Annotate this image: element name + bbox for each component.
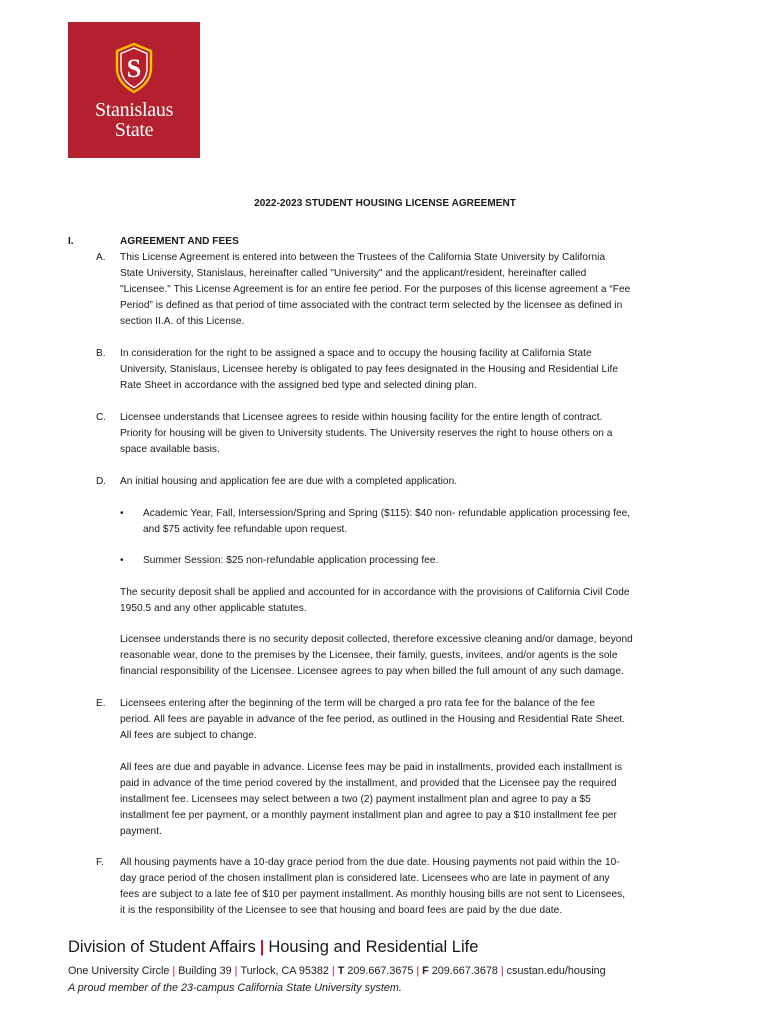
footer-division: [68, 938, 478, 957]
item-d-para2-line: reasonable wear, done to the premises by the Licensee, their family, guests, invitees, and/or agents is the sole: [120, 650, 618, 661]
item-c-line: space available basis.: [120, 444, 220, 455]
item-a-line: "Licensee." This License Agreement is for an entire fee period. For the purposes of this license agreement a “Fee: [120, 284, 631, 295]
document-title: 2022-2023 STUDENT HOUSING LICENSE AGREEMENT: [254, 198, 516, 209]
item-c-label: C.: [96, 412, 107, 423]
footer-fax: 209.667.3678: [431, 965, 498, 977]
footer-sep: |: [234, 965, 238, 977]
item-c-line: Priority for housing will be given to University students. The University reserves the right to house others on a: [120, 428, 613, 439]
item-a-line: section II.A. of this License.: [120, 316, 245, 327]
item-e-line: period. All fees are payable in advance of the fee period, as outlined in the Housing and Residential Rate Sheet.: [120, 714, 626, 725]
item-d-bullet1-line: and $75 activity fee refundable upon request.: [143, 524, 348, 535]
footer-sep: |: [500, 965, 504, 977]
footer-website-link[interactable]: csustan.edu/housing: [506, 965, 606, 977]
item-d-para1-line: 1950.5 and any other applicable statutes.: [120, 603, 307, 614]
bullet-icon: •: [120, 555, 124, 566]
footer-building: Building 39: [178, 965, 232, 977]
item-d-bullet1-line: Academic Year, Fall, Intersession/Spring and Spring ($115): $40 non- refundable application processing fee,: [143, 508, 631, 519]
footer-division-name: Division of Student Affairs: [68, 938, 256, 956]
footer-city: Turlock, CA 95382: [240, 965, 329, 977]
item-e-line: Licensees entering after the beginning of the term will be charged a pro rata fee for the balance of the fee: [120, 698, 596, 709]
footer-phone: 209.667.3675: [347, 965, 414, 977]
footer-divider: |: [259, 938, 265, 956]
item-e-para1-line: payment.: [120, 826, 162, 837]
footer-tagline: A proud member of the 23-campus California State University system.: [68, 982, 402, 994]
item-b-line: In consideration for the right to be assigned a space and to occupy the housing facility at California State: [120, 348, 592, 359]
shield-icon: [114, 42, 154, 94]
logo-line2: State: [114, 119, 154, 141]
logo-monogram: S: [126, 54, 142, 83]
item-a-line: Period” is defined as that period of time associated with the contract term selected by the licensee as defined in: [120, 300, 623, 311]
section-numeral: I.: [68, 236, 74, 247]
footer-phone-label: T: [337, 965, 345, 977]
footer-address: One University Circle: [68, 965, 170, 977]
footer-contact: [68, 965, 606, 977]
item-e-para1-line: paid in advance of the time period covered by the installment, and provided that the Licensee pay the required: [120, 778, 617, 789]
footer-fax-label: F: [422, 965, 429, 977]
item-f-line: day grace period of the chosen installment plan is considered late. Licensees who are late in payment of any: [120, 873, 610, 884]
item-e-para1-line: All fees are due and payable in advance. License fees may be paid in installments, provided each installment is: [120, 762, 623, 773]
item-e-para1-line: installment fee per payment, or a monthly payment installment plan and agree to pay a $10 installment fee per: [120, 810, 617, 821]
item-d-label: D.: [96, 476, 107, 487]
item-e-para1-line: installment fee. Licensees may select between a two (2) payment installment plan and agree to pay a $5: [120, 794, 591, 805]
item-f-label: F.: [96, 857, 104, 868]
item-c-line: Licensee understands that Licensee agrees to reside within housing facility for the entire length of contract.: [120, 412, 603, 423]
item-a-label: A.: [96, 252, 106, 263]
logo-line1: Stanislaus: [94, 99, 174, 121]
footer-sep: |: [172, 965, 176, 977]
item-d-line: An initial housing and application fee are due with a completed application.: [120, 476, 458, 487]
item-d-para2-line: Licensee understands there is no security deposit collected, therefore excessive cleaning and/or damage, beyond: [120, 634, 633, 645]
item-a-line: State University, Stanislaus, hereinafter called "University" and the applicant/resident, hereinafter called: [120, 268, 587, 279]
item-b-label: B.: [96, 348, 106, 359]
item-f-line: it is the responsibility of the Licensee to see that housing and board fees are paid by the due date.: [120, 905, 563, 916]
item-d-para1-line: The security deposit shall be applied and accounted for in accordance with the provisions of California Civil Code: [120, 587, 630, 598]
item-b-line: Rate Sheet in accordance with the assigned bed type and selected dining plan.: [120, 380, 477, 391]
footer-sep: |: [416, 965, 420, 977]
university-logo: [68, 22, 200, 158]
item-a-line: This License Agreement is entered into between the Trustees of the California State University by California: [120, 252, 606, 263]
item-d-para2-line: financial responsibility of the Licensee. Licensee agrees to pay when billed the full amount of any such damage.: [120, 666, 624, 677]
item-b-line: University, Stanislaus, Licensee hereby is obligated to pay fees designated in the Housing and Residential Life: [120, 364, 619, 375]
footer-sep: |: [331, 965, 335, 977]
footer-unit-name: Housing and Residential Life: [268, 938, 479, 956]
item-e-label: E.: [96, 698, 106, 709]
section-heading: AGREEMENT AND FEES: [120, 236, 239, 247]
item-d-bullet2-line: Summer Session: $25 non-refundable application processing fee.: [143, 555, 439, 566]
item-e-line: All fees are subject to change.: [120, 730, 257, 741]
bullet-icon: •: [120, 508, 124, 519]
item-f-line: All housing payments have a 10-day grace period from the due date. Housing payments not paid within the 10-: [120, 857, 620, 868]
item-f-line: fees are subject to a late fee of $10 per payment installment. As monthly housing bills are not sent to Licensees,: [120, 889, 626, 900]
